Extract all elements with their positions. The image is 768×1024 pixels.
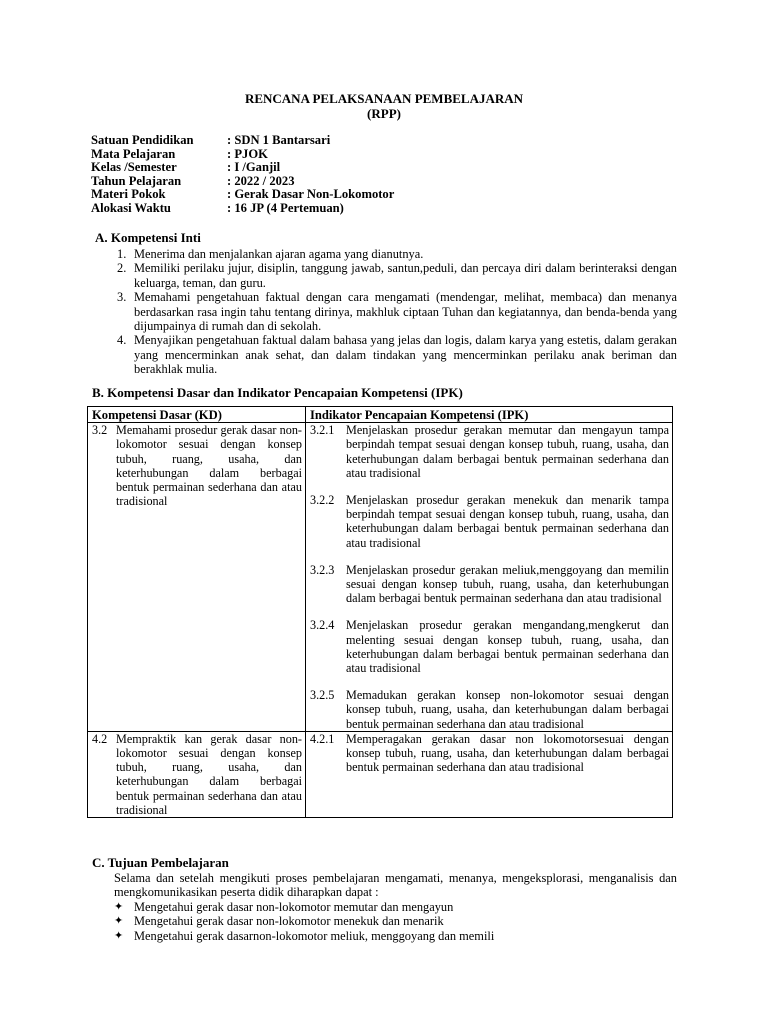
identity-key: Materi Pokok [91, 187, 166, 202]
ipk-item [310, 563, 669, 606]
list-item-text: Mengetahui gerak dasarnon-lokomotor meliuk, menggoyang dan memili [134, 928, 495, 943]
identity-key: Mata Pelajaran [91, 146, 176, 161]
kd-cell [88, 423, 306, 732]
list-item [114, 929, 677, 943]
document-subtitle: (RPP) [367, 106, 401, 121]
list-item-text: Memiliki perilaku jujur, disiplin, tanggung jawab, santun,peduli, dan percaya diri dalam berinteraksi dengan keluarga, teman, dan guru. [134, 261, 677, 290]
ipk-number: 4.2.1 [310, 731, 335, 746]
identity-value: : 2022 / 2023 [227, 173, 295, 188]
identity-key: Kelas /Semester [91, 160, 177, 175]
ipk-text: Memadukan gerakan konsep non-lokomotor sesuai dengan konsep tubuh, ruang, usaha, dan keterhubungan dalam berbagai bentuk permainan sederhana dan atau tradisional [346, 688, 669, 731]
kd-ipk-table [87, 406, 673, 818]
identity-row [91, 175, 394, 189]
list-item [117, 333, 677, 376]
section-b-heading: B. Kompetensi Dasar dan Indikator Pencapaian Kompetensi (IPK) [92, 385, 463, 400]
ipk-item [310, 688, 669, 731]
identity-block [91, 134, 394, 216]
list-item-number: 3. [117, 290, 127, 305]
document-title: RENCANA PELAKSANAAN PEMBELAJARAN [244, 91, 524, 106]
list-item [117, 247, 677, 261]
identity-value: : PJOK [227, 146, 268, 161]
ipk-number: 3.2.4 [310, 618, 335, 633]
four-pointed-star-icon: ✦ [114, 915, 124, 928]
four-pointed-star-icon: ✦ [114, 929, 124, 942]
section-a-heading: A. Kompetensi Inti [95, 230, 201, 245]
ipk-text: Menjelaskan prosedur gerakan mengandang,mengkerut dan melenting sesuai dengan konsep tubuh, ruang, usaha, dan keterhubungan dalam berbagai bentuk permainan sederhana dan atau tradisional [346, 618, 669, 676]
identity-key: Tahun Pelajaran [91, 173, 182, 188]
list-item [114, 914, 677, 928]
list-item [117, 261, 677, 290]
list-item-text: Menyajikan pengetahuan faktual dalam bahasa yang jelas dan logis, dalam karya yang estetis, dalam gerakan yang mencerminkan anak sehat, dan dalam tindakan yang mencerminkan perilaku anak beriman dan berakhlak mulia. [134, 333, 677, 377]
identity-key: Alokasi Waktu [91, 200, 171, 215]
list-item-number: 2. [117, 261, 127, 276]
identity-row [91, 188, 394, 202]
list-item [117, 290, 677, 333]
identity-row [91, 202, 394, 216]
kd-number: 4.2 [92, 731, 108, 746]
kompetensi-inti-list [117, 247, 677, 377]
kd-entry [92, 732, 302, 817]
table-header-row [88, 407, 673, 423]
list-item-text: Menerima dan menjalankan ajaran agama yang dianutnya. [134, 247, 424, 261]
kd-text: Memahami prosedur gerak dasar non-lokomotor sesuai dengan konsep tubuh, ruang, usaha, dan keterhubungan dalam berbagai bentuk permainan sederhana dan atau tradisional [116, 423, 302, 509]
kd-text: Mempraktik kan gerak dasar non-lokomotor sesuai dengan konsep tubuh, ruang, usaha, dan keterhubungan dalam berbagai bentuk permainan sederhana dan atau tradisional [116, 731, 302, 817]
list-item-text: Mengetahui gerak dasar non-lokomotor memutar dan mengayun [134, 899, 454, 914]
ipk-number: 3.2.2 [310, 493, 335, 508]
four-pointed-star-icon: ✦ [114, 900, 124, 913]
ipk-text: Memperagakan gerakan dasar non lokomotorsesuai dengan konsep tubuh, ruang, usaha, dan keterhubungan dalam berbagai bentuk permainan sederhana dan atau tradisional [346, 731, 669, 775]
tujuan-block [114, 871, 677, 943]
identity-value: : Gerak Dasar Non-Lokomotor [227, 187, 395, 202]
table-row [88, 731, 673, 817]
column-header-ipk: Indikator Pencapaian Kompetensi (IPK) [306, 407, 673, 423]
identity-row [91, 161, 394, 175]
list-item [114, 900, 677, 914]
ipk-item [310, 423, 669, 480]
identity-row [91, 148, 394, 162]
ipk-item [310, 732, 669, 775]
list-item-number: 1. [117, 247, 127, 261]
ipk-cell [306, 731, 673, 817]
identity-value: : I /Ganjil [227, 160, 281, 175]
ipk-item [310, 493, 669, 550]
kd-number: 3.2 [92, 423, 108, 438]
ipk-item [310, 618, 669, 675]
kd-entry [92, 423, 302, 508]
ipk-number: 3.2.3 [310, 562, 335, 577]
list-item-text: Memahami pengetahuan faktual dengan cara mengamati (mendengar, melihat, membaca) dan menanya berdasarkan rasa ingin tahu tentang dirinya, makhluk ciptaan Tuhan dan kegiatannya, dan benda-benda yang dijumpainya di rumah dan di sekolah. [134, 290, 677, 334]
identity-row [91, 134, 394, 148]
ipk-text: Menjelaskan prosedur gerakan memutar dan mengayun tampa berpindah tempat sesuai dengan konsep tubuh, ruang, usaha, dan keterhubungan dalam berbagai bentuk permainan sederhana dan atau tradisional [346, 423, 669, 480]
ipk-text: Menjelaskan prosedur gerakan meliuk,menggoyang dan memilin sesuai dengan konsep tubuh, ruang, usaha, dan keterhubungan dalam berbagai bentuk permainan sederhana dan atau tradisional [346, 562, 669, 606]
tujuan-intro: Selama dan setelah mengikuti proses pembelajaran mengamati, menanya, mengeksplorasi, menganalisis dan mengkomunikasikan peserta didik diharapkan dapat : [114, 871, 677, 900]
list-item-number: 4. [117, 333, 127, 348]
kd-cell [88, 731, 306, 817]
list-item-text: Mengetahui gerak dasar non-lokomotor menekuk dan menarik [134, 914, 444, 929]
column-header-kd: Kompetensi Dasar (KD) [88, 407, 306, 423]
identity-value: : SDN 1 Bantarsari [227, 133, 331, 147]
table-row [88, 423, 673, 732]
ipk-text: Menjelaskan prosedur gerakan menekuk dan menarik tampa berpindah tempat sesuai dengan konsep tubuh, ruang, usaha, dan keterhubungan dalam berbagai bentuk permainan sederhana dan atau tradisional [346, 493, 669, 550]
identity-key: Satuan Pendidikan [91, 133, 194, 147]
ipk-cell [306, 423, 673, 732]
ipk-number: 3.2.5 [310, 688, 335, 703]
identity-value: : 16 JP (4 Pertemuan) [227, 200, 344, 215]
ipk-number: 3.2.1 [310, 423, 335, 438]
section-c-heading: C. Tujuan Pembelajaran [92, 855, 229, 870]
tujuan-list [114, 900, 677, 943]
